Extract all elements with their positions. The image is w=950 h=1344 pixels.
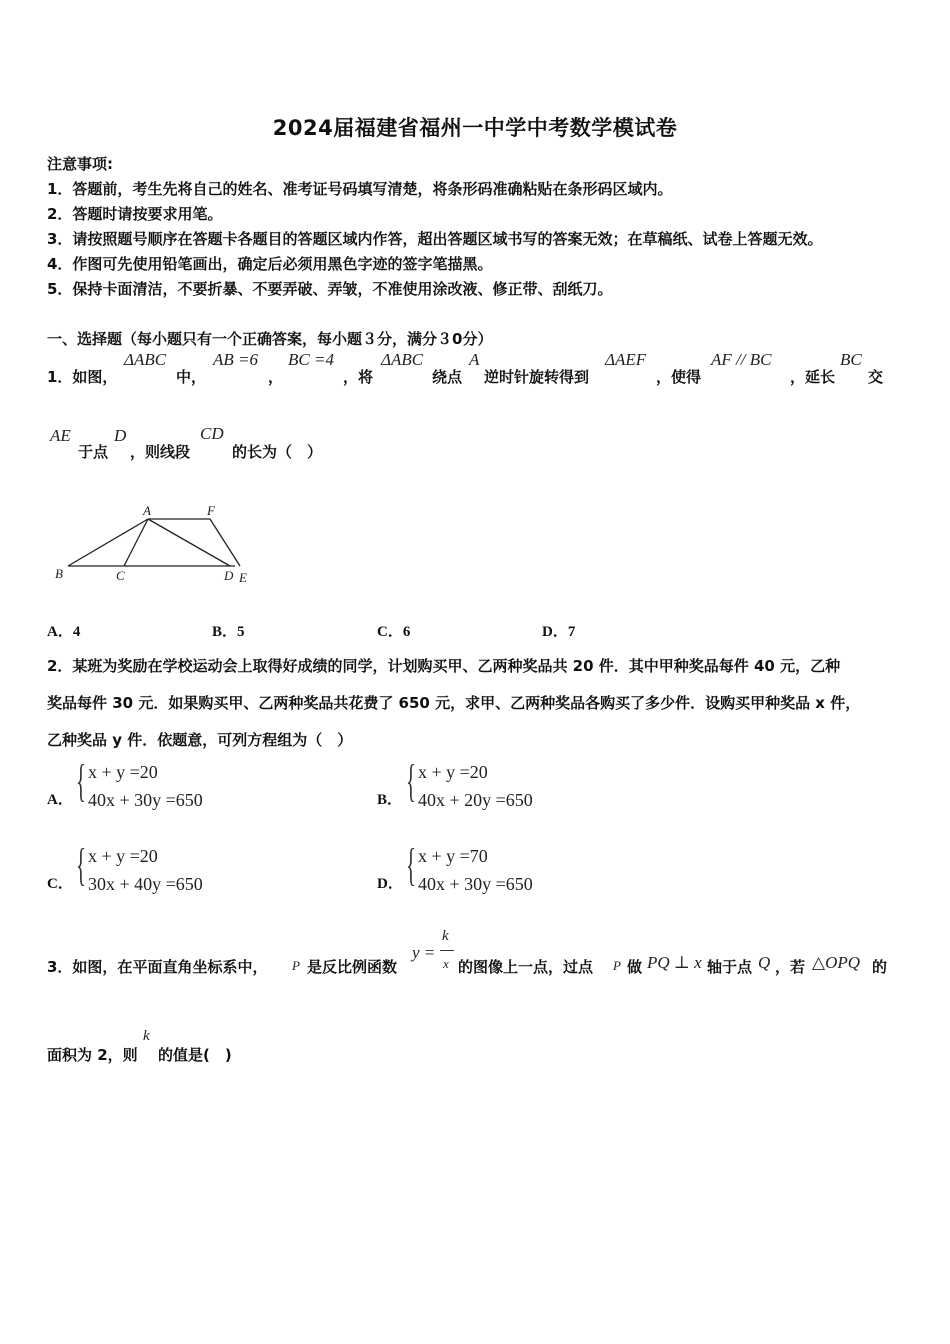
q2-option-c-brace: { (76, 839, 86, 890)
q2-option-d-brace: { (406, 839, 416, 890)
q2-text-line-1: 2．某班为奖励在学校运动会上取得好成绩的同学，计划购买甲、乙两种奖品共 20 件．其中甲种奖品每件 40 元，乙种 (47, 657, 841, 675)
q1-figure-line-ad (148, 519, 230, 566)
q3-text-7: 的 (872, 958, 888, 976)
q2-text-line-3: 乙种奖品 y 件．依题意，可列方程组为（ ） (47, 731, 353, 749)
q3-math-k-numerator: k (442, 928, 449, 944)
q3-text-1: 3．如图，在平面直角坐标系中， (47, 958, 268, 976)
q3-math-p: P (292, 958, 300, 973)
q1-math-bc-2: BC (840, 350, 862, 369)
q2-option-b-system (418, 758, 533, 814)
q1-figure-label-d: D (224, 568, 234, 583)
q1-math-bc: BC =4 (288, 350, 334, 369)
q2-option-b-eq1: x + y =20 (418, 762, 488, 782)
q2-option-d-system (418, 842, 533, 898)
q1-text-4: ，将 (343, 368, 374, 386)
q1-math-a: A (469, 350, 480, 369)
section-heading: 一、选择题（每小题只有一个正确答案，每小题３分，满分３0分） (47, 330, 493, 348)
q3-math-k: k (143, 1028, 150, 1044)
notice-item-1: 1．答题前，考生先将自己的姓名、准考证号码填写清楚，将条形码准确粘贴在条形码区域内。 (47, 180, 673, 198)
q3-text-9: 的值是( ) (158, 1046, 232, 1064)
q3-text-5: 轴于点 (707, 958, 753, 976)
q1-math-triangle-aef: ΔAEF (605, 350, 647, 369)
notice-item-4: 4．作图可先使用铅笔画出，确定后必须用黑色字迹的签字笔描黑。 (47, 255, 493, 273)
q3-math-q: Q (758, 953, 771, 972)
q1-text-10: 于点 (78, 443, 109, 461)
q1-text-3: ， (268, 368, 284, 386)
q2-option-d-label: D． (377, 876, 403, 892)
q2-option-a-eq1: x + y =20 (88, 762, 158, 782)
q3-math-y-equals: y = (412, 943, 436, 962)
q1-math-ab: AB =6 (213, 350, 258, 369)
q1-figure-label-c: C (116, 568, 125, 583)
q2-option-b-label: B． (377, 792, 403, 808)
q3-math-pq-perp-x: PQ ⊥ x (647, 953, 702, 972)
q3-fraction-bar (440, 950, 454, 951)
q2-option-d-eq2: 40x + 30y =650 (418, 874, 533, 894)
q1-text-7: ，使得 (656, 368, 702, 386)
q2-option-a-label: A． (47, 792, 73, 808)
notice-heading: 注意事项: (47, 155, 113, 173)
q2-option-a-brace: { (76, 755, 86, 806)
q1-text-9: 交 (868, 368, 884, 386)
q2-option-c-label: C． (47, 876, 73, 892)
q1-math-ae: AE (50, 426, 71, 445)
q1-text-8: ，延长 (790, 368, 836, 386)
q1-text-11: ，则线段 (130, 443, 191, 461)
q1-math-cd: CD (200, 424, 224, 443)
q1-option-d: D．7 (542, 624, 576, 640)
q2-option-b-eq2: 40x + 20y =650 (418, 790, 533, 810)
notice-item-3: 3．请按照题号顺序在答题卡各题目的答题区域内作答，超出答题区域书写的答案无效；在草稿纸、试卷上答题无效。 (47, 230, 823, 248)
q1-text-5: 绕点 (432, 368, 463, 386)
q1-option-a: A．4 (47, 624, 81, 640)
q2-option-c-eq2: 30x + 40y =650 (88, 874, 203, 894)
q3-math-triangle-opq: △OPQ (812, 953, 861, 972)
q1-figure-label-b: B (55, 566, 63, 581)
q2-text-line-2: 奖品每件 30 元．如果购买甲、乙两种奖品共花费了 650 元，求甲、乙两种奖品各购买了多少件．设购买甲种奖品 x 件， (47, 694, 861, 712)
notice-item-5: 5．保持卡面清洁，不要折暴、不要弄破、弄皱，不准使用涂改液、修正带、刮纸刀。 (47, 280, 613, 298)
page-title: 2024届福建省福州一中学中考数学模试卷 (272, 116, 678, 140)
q1-option-c: C．6 (377, 624, 411, 640)
q1-text-2: 中， (176, 368, 207, 386)
notice-item-2: 2．答题时请按要求用笔。 (47, 205, 223, 223)
q3-text-8: 面积为 2，则 (47, 1046, 138, 1064)
q2-option-c-eq1: x + y =20 (88, 846, 158, 866)
q1-figure-line-fe (210, 519, 240, 566)
q1-option-b: B．5 (212, 624, 245, 640)
q2-option-c-system (88, 842, 203, 898)
q2-option-a-system (88, 758, 203, 814)
q1-math-triangle-abc: ΔABC (124, 350, 167, 369)
q1-math-af-parallel-bc: AF // BC (711, 350, 772, 369)
q3-math-x-denominator: x (443, 956, 449, 971)
q3-text-4: 做 (627, 958, 643, 976)
q1-text-12: 的长为（ ） (232, 443, 323, 461)
q3-text-3: 的图像上一点，过点 (458, 958, 594, 976)
q1-text-1: 1．如图， (47, 368, 118, 386)
q2-option-a-eq2: 40x + 30y =650 (88, 790, 203, 810)
q1-figure-label-e: E (239, 570, 247, 585)
q3-text-2: 是反比例函数 (307, 958, 398, 976)
q2-option-d-eq1: x + y =70 (418, 846, 488, 866)
q1-figure-label-f: F (207, 503, 215, 518)
q3-text-6: ，若 (775, 958, 806, 976)
q1-math-d: D (114, 426, 127, 445)
q1-figure-label-a: A (143, 503, 151, 518)
q1-text-6: 逆时针旋转得到 (484, 368, 590, 386)
q3-math-p-2: P (613, 958, 621, 973)
q1-math-triangle-abc-2: ΔABC (381, 350, 424, 369)
q2-option-b-brace: { (406, 755, 416, 806)
q1-figure (50, 498, 260, 588)
